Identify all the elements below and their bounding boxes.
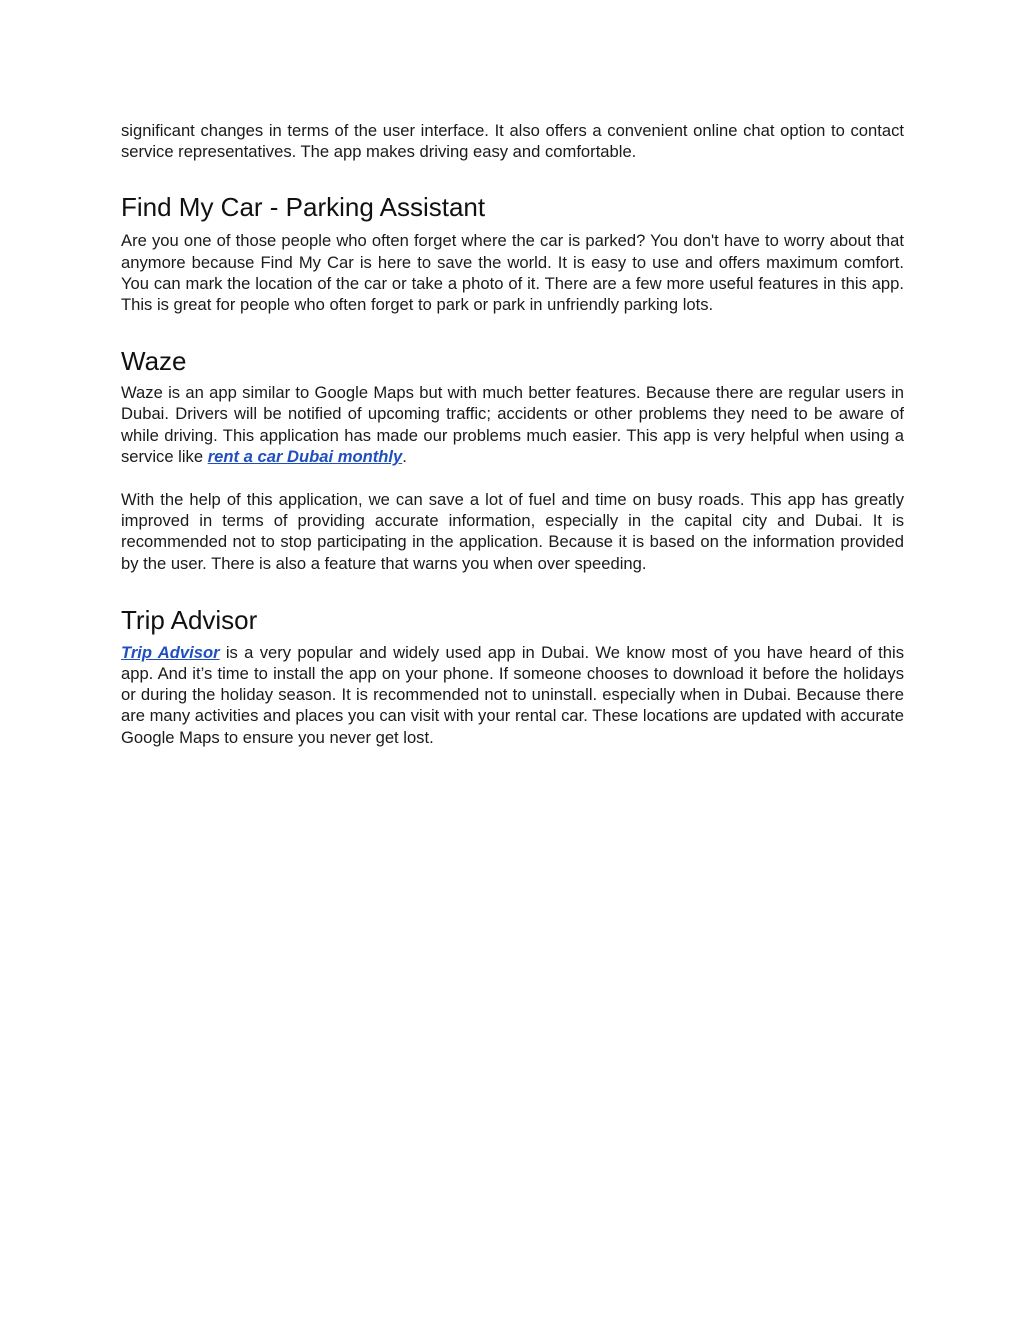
trip-advisor-heading: Trip Advisor <box>121 604 258 635</box>
trip-advisor-paragraph-text: is a very popular and widely used app in Dubai. We know most of you have heard of this app. And it’s time to install the app on your phone. If someone chooses to download it before the holidays or during the holiday season. It is recommended not to uninstall. especially when in Dubai. Because there are many activities and places you can visit with your rental car. These locations are updated with accurate Google Maps to ensure you never get lost. <box>121 642 904 747</box>
waze-paragraph-1-text: Waze is an app similar to Google Maps but with much better features. Because there are regular users in Dubai. Drivers will be notified of upcoming traffic; accidents or other problems they need to be aware of while driving. This application has made our problems much easier. This app is very helpful when using a service like <box>121 383 904 466</box>
find-my-car-paragraph: Are you one of those people who often forget where the car is parked? You don't have to worry about that anymore because Find My Car is here to save the world. It is easy to use and offers maximum comfort. You can mark the location of the car or take a photo of it. There are a few more useful features in this app. This is great for people who often forget to park or park in unfriendly parking lots. <box>121 231 904 315</box>
document-page <box>121 120 904 748</box>
intro-paragraph: significant changes in terms of the user interface. It also offers a convenient online chat option to contact service representatives. The app makes driving easy and comfortable. <box>121 121 904 162</box>
waze-heading: Waze <box>121 346 187 377</box>
trip-advisor-paragraph <box>121 642 904 748</box>
rent-a-car-dubai-monthly-link[interactable]: rent a car Dubai monthly <box>207 446 403 466</box>
trip-advisor-link[interactable]: Trip Advisor <box>121 642 220 662</box>
waze-paragraph-2: With the help of this application, we can save a lot of fuel and time on busy roads. This app has greatly improved in terms of providing accurate information, especially in the capital city and Dubai. It is recommended not to stop participating in the application. Because it is based on the information provided by the user. There is also a feature that warns you when over speeding. <box>121 490 904 573</box>
waze-paragraph-1 <box>121 382 904 467</box>
waze-paragraph-1-end: . <box>402 446 407 466</box>
find-my-car-heading: Find My Car - Parking Assistant <box>121 192 486 223</box>
